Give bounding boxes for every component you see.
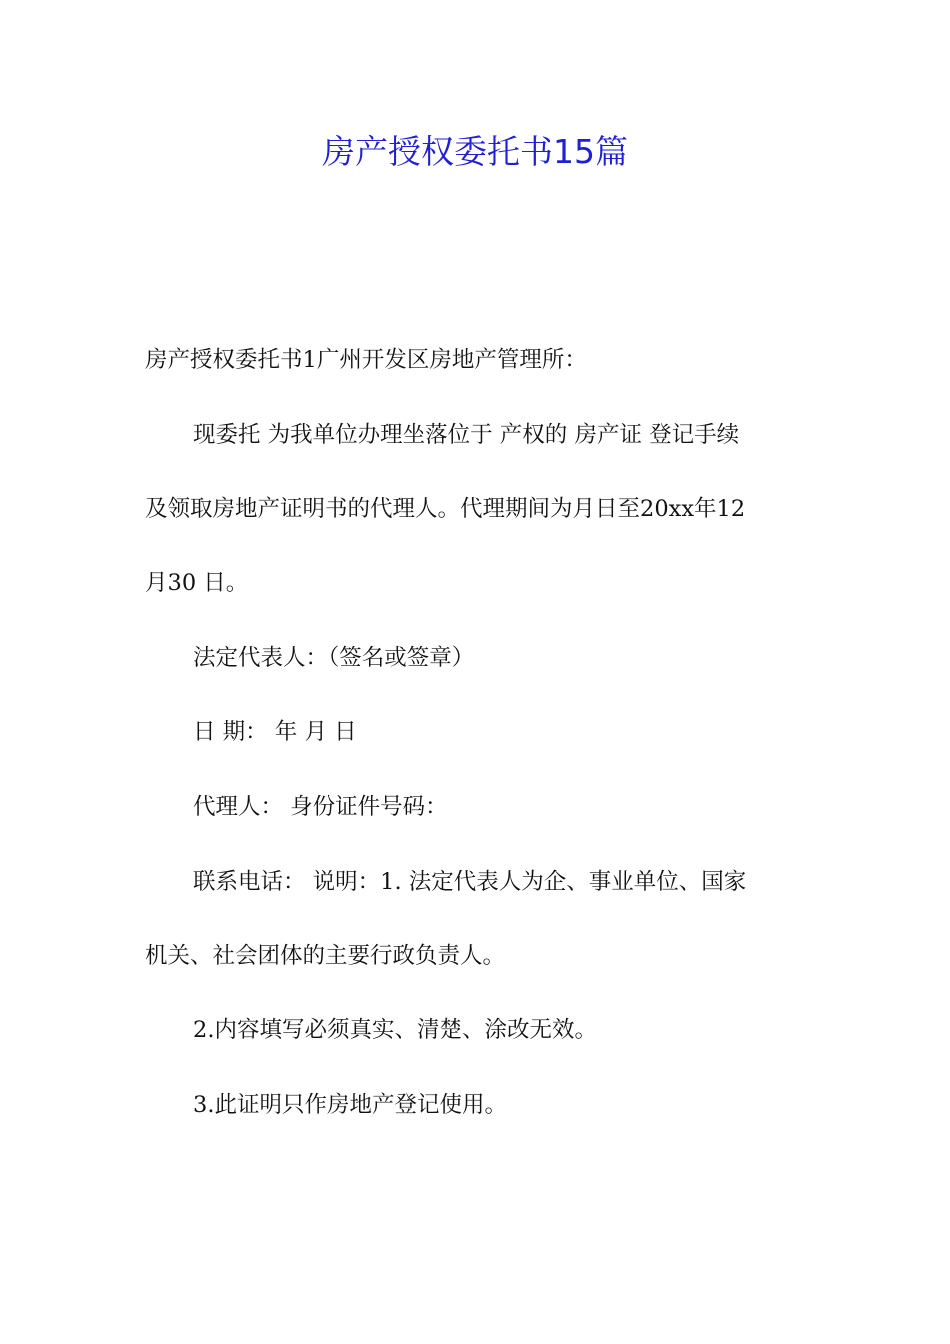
- note-2-line: 2.内容填写必须真实、清楚、涂改无效。: [193, 1017, 597, 1043]
- note-3-line: 3.此证明只作房地产登记使用。: [193, 1092, 507, 1118]
- contact-notes-line-2: 机关、社会团体的主要行政负责人。: [145, 943, 506, 969]
- paragraph-entrust-line-2: 及领取房地产证明书的代理人。代理期间为月日至20xx年12: [145, 496, 746, 522]
- document-title: 房产授权委托书15篇: [322, 132, 628, 171]
- date-line: 日 期： 年 月 日: [193, 719, 357, 745]
- legal-representative-line: 法定代表人：（签名或签章）: [193, 645, 475, 671]
- contact-notes-line-1: 联系电话： 说明：1. 法定代表人为企、事业单位、国家: [193, 869, 747, 895]
- agent-id-line: 代理人： 身份证件号码：: [193, 794, 448, 820]
- paragraph-heading-line: 房产授权委托书1广州开发区房地产管理所：: [145, 347, 587, 373]
- paragraph-entrust-line-3: 月30 日。: [145, 570, 249, 596]
- paragraph-entrust-line-1: 现委托 为我单位办理坐落位于 产权的 房产证 登记手续: [193, 422, 740, 448]
